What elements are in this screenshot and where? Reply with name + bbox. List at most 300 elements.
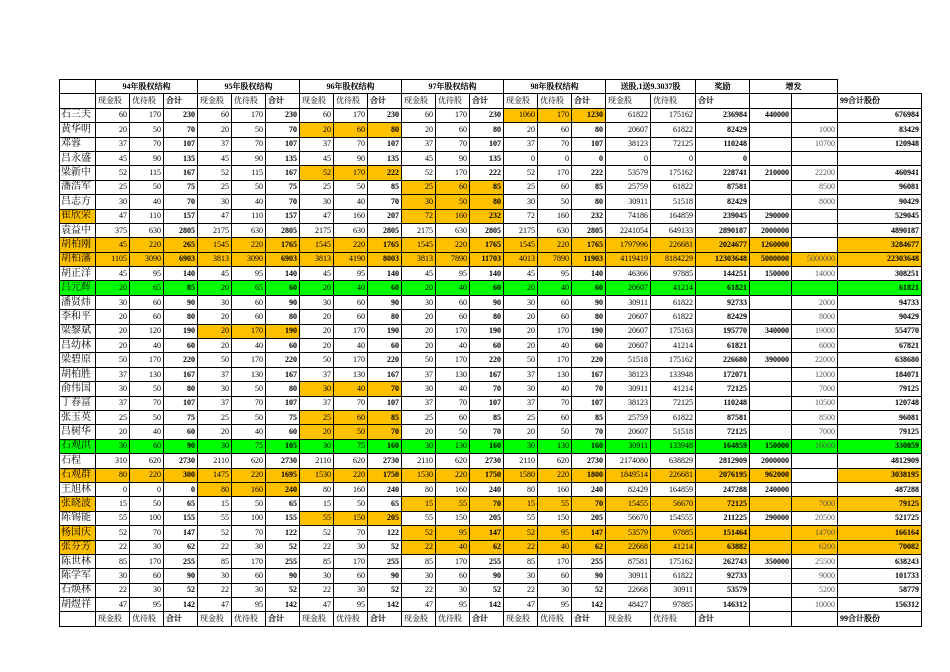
row-value-cell: 90 — [572, 569, 606, 583]
row-value-cell: 50 — [334, 425, 368, 439]
row-value-cell: 22303648 — [838, 252, 922, 266]
row-value-cell: 72 — [504, 209, 538, 223]
row-value-cell: 255 — [572, 554, 606, 568]
row-value-cell: 207 — [368, 209, 402, 223]
row-value-cell: 40 — [334, 281, 368, 295]
row-value-cell: 620 — [130, 454, 164, 468]
row-value-cell: 50 — [436, 195, 470, 209]
row-value-cell: 50 — [232, 123, 266, 137]
header-sub-cell: 合计 — [266, 612, 300, 626]
row-value-cell: 46366 — [606, 267, 651, 281]
row-value-cell: 30 — [402, 295, 436, 309]
table-row — [60, 454, 922, 468]
row-value-cell: 95 — [538, 526, 572, 540]
row-value-cell: 6200 — [792, 540, 838, 554]
row-value-cell: 61822 — [651, 123, 696, 137]
row-value-cell: 222 — [368, 166, 402, 180]
header-sub-cell: 优待股 — [651, 612, 696, 626]
row-value-cell: 20 — [198, 324, 232, 338]
row-name-cell: 王旭林 — [60, 482, 96, 496]
row-value-cell: 72125 — [696, 382, 750, 396]
row-name-cell: 石程 — [60, 454, 96, 468]
row-value-cell: 2730 — [572, 454, 606, 468]
row-value-cell: 2174080 — [606, 454, 651, 468]
row-value-cell: 22 — [504, 583, 538, 597]
row-value-cell — [750, 425, 792, 439]
row-value-cell: 160 — [368, 439, 402, 453]
row-value-cell: 30 — [198, 195, 232, 209]
row-value-cell — [792, 209, 838, 223]
row-value-cell — [750, 410, 792, 424]
row-value-cell: 20 — [96, 123, 130, 137]
row-value-cell: 50 — [130, 497, 164, 511]
row-value-cell: 70 — [266, 123, 300, 137]
row-value-cell: 2805 — [164, 223, 198, 237]
row-value-cell: 80 — [164, 382, 198, 396]
row-value-cell: 40 — [130, 339, 164, 353]
row-value-cell: 20 — [504, 425, 538, 439]
row-value-cell: 107 — [368, 137, 402, 151]
row-value-cell: 460941 — [838, 166, 922, 180]
row-value-cell — [750, 339, 792, 353]
row-value-cell: 30 — [130, 540, 164, 554]
row-value-cell: 85 — [572, 180, 606, 194]
row-value-cell: 529045 — [838, 209, 922, 223]
row-value-cell: 170 — [538, 554, 572, 568]
row-value-cell: 20 — [198, 123, 232, 137]
row-value-cell: 82429 — [606, 482, 651, 496]
header-sub-cell: 合计 — [696, 94, 750, 108]
row-value-cell: 95 — [232, 598, 266, 612]
row-name-cell: 袁益中 — [60, 223, 96, 237]
row-value-cell: 80 — [368, 123, 402, 137]
header-corner-cell — [60, 80, 96, 94]
row-value-cell: 40 — [538, 382, 572, 396]
row-value-cell: 157 — [266, 209, 300, 223]
row-value-cell: 10500 — [792, 396, 838, 410]
row-value-cell: 20 — [504, 281, 538, 295]
row-value-cell: 20 — [300, 324, 334, 338]
header-sub-cell: 现金股 — [606, 612, 651, 626]
row-value-cell: 620 — [334, 454, 368, 468]
row-value-cell: 41214 — [651, 382, 696, 396]
row-value-cell: 56670 — [651, 497, 696, 511]
row-value-cell: 40 — [130, 195, 164, 209]
row-value-cell: 239045 — [696, 209, 750, 223]
row-value-cell: 155 — [164, 511, 198, 525]
row-value-cell: 220 — [470, 353, 504, 367]
row-value-cell: 30 — [300, 195, 334, 209]
row-value-cell: 37 — [96, 367, 130, 381]
row-value-cell: 20 — [402, 324, 436, 338]
row-value-cell: 142 — [164, 598, 198, 612]
row-value-cell: 620 — [436, 454, 470, 468]
row-value-cell: 140 — [470, 267, 504, 281]
row-value-cell: 2110 — [300, 454, 334, 468]
row-value-cell: 170 — [232, 324, 266, 338]
row-value-cell: 90 — [266, 569, 300, 583]
row-value-cell: 75 — [266, 180, 300, 194]
row-name-cell: 梁新中 — [60, 166, 96, 180]
row-value-cell: 170 — [538, 324, 572, 338]
row-value-cell: 70 — [232, 526, 266, 540]
header-sub-cell: 优待股 — [334, 612, 368, 626]
row-value-cell: 170 — [334, 166, 368, 180]
row-value-cell: 6000 — [792, 339, 838, 353]
row-value-cell: 94733 — [838, 295, 922, 309]
header-sub-cell: 优待股 — [538, 612, 572, 626]
row-value-cell: 222 — [572, 166, 606, 180]
row-value-cell: 2076195 — [696, 468, 750, 482]
row-value-cell: 87581 — [696, 410, 750, 424]
row-value-cell: 70082 — [838, 540, 922, 554]
row-value-cell: 2730 — [266, 454, 300, 468]
row-value-cell: 65 — [232, 281, 266, 295]
header-sub-cell: 现金股 — [402, 612, 436, 626]
row-value-cell: 60 — [130, 569, 164, 583]
table-row — [60, 295, 922, 309]
header-sub-cell: 现金股 — [96, 612, 130, 626]
row-value-cell: 122 — [368, 526, 402, 540]
row-value-cell: 0 — [606, 151, 651, 165]
row-value-cell: 4119419 — [606, 252, 651, 266]
header-sub-cell: 优待股 — [436, 94, 470, 108]
row-value-cell: 167 — [470, 367, 504, 381]
row-value-cell: 87581 — [696, 180, 750, 194]
row-value-cell: 40 — [334, 339, 368, 353]
row-value-cell: 1545 — [198, 238, 232, 252]
row-value-cell: 55 — [198, 511, 232, 525]
row-value-cell: 130 — [130, 367, 164, 381]
row-value-cell — [792, 482, 838, 496]
row-value-cell: 70 — [266, 195, 300, 209]
row-value-cell: 228741 — [696, 166, 750, 180]
row-name-cell: 陈学军 — [60, 569, 96, 583]
row-value-cell: 6903 — [164, 252, 198, 266]
row-value-cell: 5000000 — [750, 252, 792, 266]
row-value-cell: 157 — [164, 209, 198, 223]
row-value-cell: 30 — [130, 583, 164, 597]
row-value-cell: 1105 — [96, 252, 130, 266]
row-value-cell: 30 — [538, 583, 572, 597]
row-value-cell: 50 — [232, 410, 266, 424]
table-row — [60, 396, 922, 410]
row-value-cell: 2175 — [504, 223, 538, 237]
row-value-cell: 205 — [368, 511, 402, 525]
row-value-cell: 70 — [232, 396, 266, 410]
header-sub-cell: 现金股 — [198, 94, 232, 108]
row-value-cell: 25 — [504, 180, 538, 194]
row-name-cell: 石焕林 — [60, 583, 96, 597]
table-row — [60, 223, 922, 237]
row-value-cell: 97885 — [651, 526, 696, 540]
row-value-cell: 25 — [504, 410, 538, 424]
row-value-cell: 8003 — [368, 252, 402, 266]
row-value-cell: 20607 — [606, 310, 651, 324]
header-empty-cell — [792, 94, 838, 108]
row-value-cell: 160 — [470, 439, 504, 453]
row-value-cell: 80 — [300, 482, 334, 496]
row-value-cell: 52 — [368, 583, 402, 597]
row-value-cell: 1750 — [470, 468, 504, 482]
row-value-cell: 52 — [402, 166, 436, 180]
row-value-cell: 167 — [368, 367, 402, 381]
row-value-cell: 30 — [504, 569, 538, 583]
row-value-cell — [750, 526, 792, 540]
row-value-cell: 630 — [232, 223, 266, 237]
row-value-cell: 220 — [130, 238, 164, 252]
row-name-cell: 张晓波 — [60, 497, 96, 511]
header-group-cell: 98年股权结构 — [504, 80, 606, 94]
row-value-cell: 144251 — [696, 267, 750, 281]
row-value-cell: 70 — [538, 396, 572, 410]
row-value-cell: 20 — [300, 123, 334, 137]
header-group-cell: 95年股权结构 — [198, 80, 300, 94]
row-value-cell: 20 — [198, 339, 232, 353]
row-value-cell: 20 — [300, 310, 334, 324]
row-value-cell: 40 — [538, 281, 572, 295]
row-value-cell: 60 — [572, 281, 606, 295]
table-row — [60, 382, 922, 396]
header-group-cell: 奖励 — [696, 80, 750, 94]
row-value-cell: 390000 — [750, 353, 792, 367]
row-value-cell: 60 — [572, 339, 606, 353]
row-value-cell: 170 — [232, 108, 266, 122]
row-value-cell: 60 — [130, 310, 164, 324]
row-value-cell: 521725 — [838, 511, 922, 525]
row-value-cell: 37 — [300, 396, 334, 410]
row-value-cell: 79125 — [838, 382, 922, 396]
row-value-cell: 30911 — [606, 569, 651, 583]
row-value-cell: 232 — [470, 209, 504, 223]
row-value-cell: 20607 — [606, 123, 651, 137]
table-row — [60, 137, 922, 151]
row-value-cell: 22 — [300, 540, 334, 554]
row-value-cell: 440000 — [750, 108, 792, 122]
row-value-cell: 60 — [334, 295, 368, 309]
row-value-cell: 240 — [368, 482, 402, 496]
header-group-cell: 送股,1送9.3037股 — [606, 80, 696, 94]
header-sub-cell: 优待股 — [232, 612, 266, 626]
row-value-cell: 2812909 — [696, 454, 750, 468]
row-value-cell: 85 — [470, 180, 504, 194]
row-value-cell: 1765 — [572, 238, 606, 252]
row-value-cell: 167 — [164, 166, 198, 180]
row-value-cell: 220 — [232, 468, 266, 482]
row-value-cell: 175162 — [651, 166, 696, 180]
row-value-cell: 45 — [96, 238, 130, 252]
header-sub-cell: 合计 — [470, 612, 504, 626]
row-value-cell: 107 — [572, 137, 606, 151]
row-value-cell: 62 — [572, 540, 606, 554]
row-value-cell: 53579 — [606, 526, 651, 540]
row-value-cell: 167 — [266, 166, 300, 180]
row-value-cell: 120948 — [838, 137, 922, 151]
row-value-cell: 85 — [96, 554, 130, 568]
row-value-cell: 30 — [300, 382, 334, 396]
row-value-cell: 20607 — [606, 281, 651, 295]
row-value-cell: 30911 — [606, 382, 651, 396]
row-value-cell: 80 — [96, 468, 130, 482]
row-value-cell: 80 — [470, 123, 504, 137]
row-value-cell: 22 — [504, 540, 538, 554]
row-name-cell: 杨国庆 — [60, 526, 96, 540]
row-value-cell: 230 — [470, 108, 504, 122]
row-value-cell: 30 — [402, 569, 436, 583]
row-value-cell: 72 — [402, 209, 436, 223]
row-value-cell: 220 — [232, 238, 266, 252]
row-value-cell: 50 — [232, 180, 266, 194]
row-value-cell: 30911 — [606, 195, 651, 209]
row-value-cell: 38123 — [606, 137, 651, 151]
row-value-cell: 22668 — [606, 583, 651, 597]
row-value-cell: 48427 — [606, 598, 651, 612]
row-value-cell: 40 — [538, 540, 572, 554]
row-value-cell: 195770 — [696, 324, 750, 338]
row-value-cell: 2241054 — [606, 223, 651, 237]
row-value-cell: 45 — [300, 151, 334, 165]
row-value-cell: 50 — [504, 353, 538, 367]
row-value-cell: 167 — [572, 367, 606, 381]
row-value-cell: 1849514 — [606, 468, 651, 482]
row-value-cell: 80 — [368, 310, 402, 324]
row-value-cell: 240 — [470, 482, 504, 496]
row-value-cell: 15 — [300, 497, 334, 511]
row-value-cell: 52 — [470, 583, 504, 597]
row-value-cell: 70 — [470, 425, 504, 439]
row-value-cell: 290000 — [750, 209, 792, 223]
header-corner-cell — [60, 94, 96, 108]
row-value-cell: 8184229 — [651, 252, 696, 266]
row-value-cell: 70 — [130, 137, 164, 151]
table-row — [60, 238, 922, 252]
row-value-cell: 80 — [572, 310, 606, 324]
row-value-cell: 8000 — [792, 195, 838, 209]
row-value-cell: 52 — [504, 526, 538, 540]
row-value-cell: 14700 — [792, 526, 838, 540]
row-value-cell: 60 — [436, 123, 470, 137]
row-name-cell: 吕树华 — [60, 425, 96, 439]
row-value-cell: 135 — [368, 151, 402, 165]
row-value-cell: 156312 — [838, 598, 922, 612]
row-name-cell: 陈世林 — [60, 554, 96, 568]
row-value-cell: 47 — [96, 209, 130, 223]
row-value-cell: 50 — [334, 497, 368, 511]
row-value-cell — [792, 151, 838, 165]
row-value-cell — [750, 598, 792, 612]
row-value-cell: 58779 — [838, 583, 922, 597]
row-value-cell: 72125 — [651, 396, 696, 410]
row-value-cell: 1765 — [368, 238, 402, 252]
row-value-cell: 175162 — [651, 108, 696, 122]
row-value-cell: 40 — [232, 425, 266, 439]
row-value-cell: 50 — [96, 353, 130, 367]
row-value-cell: 72125 — [696, 497, 750, 511]
row-value-cell: 630 — [538, 223, 572, 237]
row-value-cell: 96081 — [838, 410, 922, 424]
row-value-cell: 60 — [164, 339, 198, 353]
row-name-cell: 潘浩军 — [60, 180, 96, 194]
row-value-cell: 25759 — [606, 410, 651, 424]
row-value-cell: 60 — [266, 425, 300, 439]
row-value-cell: 154555 — [651, 511, 696, 525]
row-value-cell: 230 — [164, 108, 198, 122]
row-value-cell: 30 — [96, 195, 130, 209]
table-row — [60, 540, 922, 554]
row-value-cell: 22 — [96, 583, 130, 597]
row-value-cell: 62 — [164, 540, 198, 554]
row-value-cell: 3813 — [300, 252, 334, 266]
row-value-cell: 95 — [436, 598, 470, 612]
header-sub-cell: 优待股 — [130, 612, 164, 626]
row-value-cell: 1530 — [300, 468, 334, 482]
row-value-cell: 30 — [198, 295, 232, 309]
row-value-cell: 97885 — [651, 267, 696, 281]
row-value-cell: 75 — [266, 410, 300, 424]
row-value-cell: 90 — [266, 295, 300, 309]
row-value-cell: 1545 — [504, 238, 538, 252]
row-value-cell: 155 — [266, 511, 300, 525]
row-value-cell: 50 — [538, 425, 572, 439]
row-value-cell: 247288 — [696, 482, 750, 496]
header-sub-cell: 优待股 — [538, 94, 572, 108]
row-value-cell: 255 — [368, 554, 402, 568]
row-value-cell — [792, 108, 838, 122]
row-value-cell: 172071 — [696, 367, 750, 381]
row-value-cell: 30 — [96, 382, 130, 396]
row-value-cell: 95 — [538, 267, 572, 281]
row-value-cell: 20 — [96, 339, 130, 353]
row-value-cell: 90429 — [838, 195, 922, 209]
row-value-cell: 133948 — [651, 367, 696, 381]
row-value-cell: 135 — [470, 151, 504, 165]
row-value-cell: 20 — [402, 310, 436, 324]
row-value-cell: 167 — [164, 367, 198, 381]
row-value-cell: 74186 — [606, 209, 651, 223]
table-row — [60, 526, 922, 540]
row-value-cell: 30 — [300, 295, 334, 309]
row-value-cell: 55 — [436, 497, 470, 511]
row-value-cell: 240 — [266, 482, 300, 496]
row-value-cell: 8500 — [792, 180, 838, 194]
row-value-cell: 65 — [164, 497, 198, 511]
row-value-cell: 10000 — [792, 598, 838, 612]
header-corner-cell — [60, 612, 96, 626]
row-value-cell: 80 — [470, 310, 504, 324]
row-value-cell: 70 — [164, 123, 198, 137]
header-total-label: 99合计股份 — [838, 612, 922, 626]
row-value-cell: 60 — [96, 108, 130, 122]
row-value-cell: 80 — [266, 310, 300, 324]
row-value-cell: 60 — [538, 410, 572, 424]
row-value-cell: 184071 — [838, 367, 922, 381]
row-value-cell: 75 — [164, 410, 198, 424]
row-value-cell: 150000 — [750, 439, 792, 453]
header-sub-cell: 现金股 — [504, 612, 538, 626]
row-value-cell: 90429 — [838, 310, 922, 324]
row-name-cell: 俞伟国 — [60, 382, 96, 396]
header-sub-cell: 现金股 — [96, 94, 130, 108]
row-value-cell: 70 — [130, 396, 164, 410]
row-value-cell: 107 — [266, 396, 300, 410]
row-value-cell: 255 — [266, 554, 300, 568]
row-value-cell: 10700 — [792, 137, 838, 151]
row-value-cell: 40 — [334, 382, 368, 396]
row-value-cell: 30 — [232, 583, 266, 597]
row-value-cell: 30 — [334, 583, 368, 597]
table-row — [60, 367, 922, 381]
row-value-cell: 150 — [436, 511, 470, 525]
